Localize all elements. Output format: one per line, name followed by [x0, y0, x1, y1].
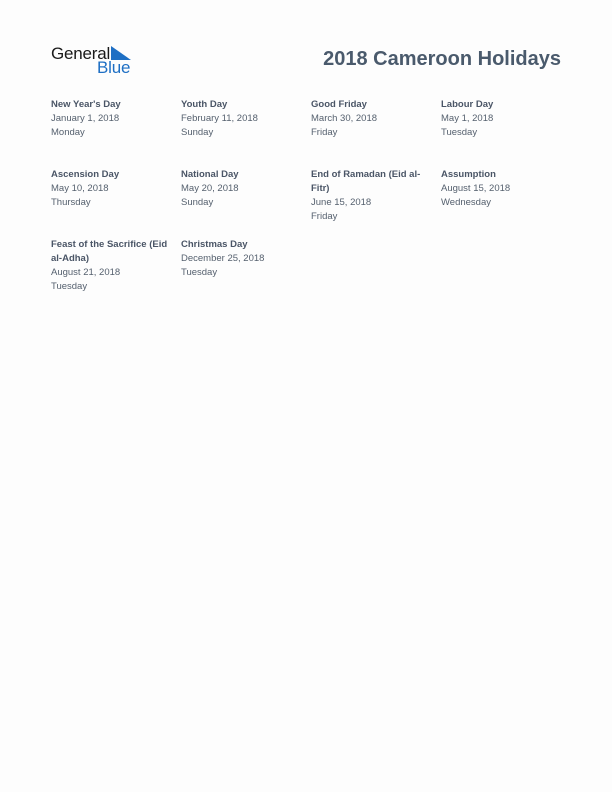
- holiday-weekday: Friday: [311, 127, 338, 138]
- holiday-item: [51, 98, 181, 168]
- holiday-date: June 15, 2018: [311, 197, 372, 208]
- holiday-item: [441, 98, 571, 168]
- holiday-item: [311, 98, 441, 168]
- holiday-weekday: Tuesday: [181, 267, 218, 278]
- holiday-weekday: Sunday: [181, 127, 214, 138]
- holiday-item: [441, 168, 571, 238]
- holiday-date: May 10, 2018: [51, 183, 109, 194]
- holiday-name: New Year's Day: [51, 99, 121, 110]
- holiday-name: Christmas Day: [181, 239, 248, 250]
- holiday-weekday: Tuesday: [441, 127, 478, 138]
- holiday-name: Feast of the Sacrifice (Eid al-Adha): [51, 239, 168, 264]
- holiday-date: August 15, 2018: [441, 183, 511, 194]
- holiday-date: March 30, 2018: [311, 113, 378, 124]
- holiday-weekday: Monday: [51, 127, 85, 138]
- holiday-weekday: Friday: [311, 211, 338, 222]
- holiday-name: End of Ramadan (Eid al-Fitr): [311, 169, 421, 194]
- holiday-date: February 11, 2018: [181, 113, 258, 124]
- holiday-name: National Day: [181, 169, 239, 180]
- holiday-grid: [51, 98, 571, 308]
- page-title: 2018 Cameroon Holidays: [323, 48, 561, 70]
- holiday-item: [51, 168, 181, 238]
- holiday-name: Labour Day: [441, 99, 494, 110]
- holiday-name: Assumption: [441, 169, 496, 180]
- holiday-item: [51, 238, 181, 308]
- holiday-date: August 21, 2018: [51, 267, 121, 278]
- holiday-weekday: Wednesday: [441, 197, 491, 208]
- holiday-weekday: Tuesday: [51, 281, 88, 292]
- holiday-weekday: Thursday: [51, 197, 91, 208]
- holiday-item: [311, 168, 441, 238]
- holiday-name: Good Friday: [311, 99, 367, 110]
- holiday-item: [181, 98, 311, 168]
- holiday-date: December 25, 2018: [181, 253, 265, 264]
- holiday-date: January 1, 2018: [51, 113, 120, 124]
- holiday-item: [181, 238, 311, 308]
- holiday-weekday: Sunday: [181, 197, 214, 208]
- generalblue-logo: [51, 44, 141, 78]
- holiday-name: Ascension Day: [51, 169, 120, 180]
- logo-text-blue: Blue: [97, 58, 131, 77]
- holiday-date: May 1, 2018: [441, 113, 494, 124]
- holiday-date: May 20, 2018: [181, 183, 239, 194]
- logo-text-general: General: [51, 44, 111, 63]
- holiday-item: [181, 168, 311, 238]
- holiday-name: Youth Day: [181, 99, 228, 110]
